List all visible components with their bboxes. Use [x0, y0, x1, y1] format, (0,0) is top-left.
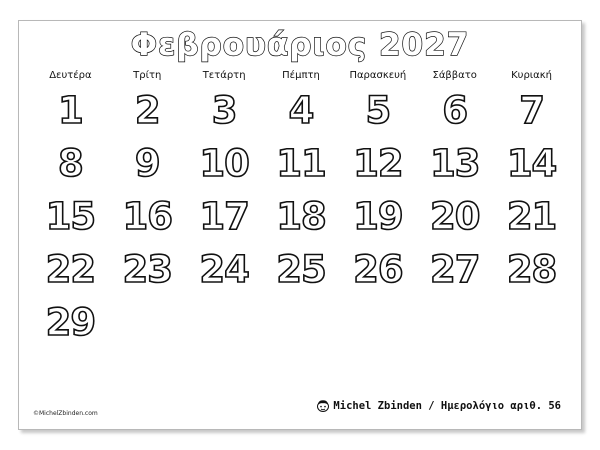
weekday-header: Παρασκευή [349, 70, 407, 81]
author-credit [316, 399, 561, 412]
day-cell: 21 [506, 195, 557, 238]
author-credit-text: Michel Zbinden / Ημερολόγιο αριθ. 56 [333, 399, 561, 412]
day-cell: 26 [353, 248, 403, 291]
calendar-grid [32, 69, 570, 350]
day-cell: 11 [276, 142, 326, 185]
weekday-header: Κυριακή [511, 70, 553, 81]
day-cell: 2 [134, 89, 160, 132]
weekday-header: Τρίτη [133, 70, 162, 81]
day-cell: 27 [429, 248, 480, 291]
day-cell: 8 [58, 142, 83, 185]
day-cell: 3 [211, 89, 237, 132]
day-cell: 1 [58, 89, 83, 132]
day-cell: 17 [199, 195, 249, 238]
calendar-title: Φεβρουάριος 2027 [130, 27, 470, 63]
day-cell: 7 [519, 89, 544, 132]
day-cell: 16 [122, 195, 173, 238]
day-cell: 12 [353, 142, 403, 185]
weekday-header: Σάββατο [432, 70, 477, 81]
day-cell: 15 [45, 195, 96, 238]
day-cell: 29 [45, 301, 96, 344]
day-cell: 4 [288, 89, 314, 132]
day-cell: 23 [122, 248, 173, 291]
website-credit: ©MichelZbinden.com [33, 410, 98, 417]
day-cell: 20 [429, 195, 480, 238]
weekday-header: Πέμπτη [282, 70, 320, 81]
calendar-page [18, 20, 582, 430]
day-cell: 13 [429, 142, 480, 185]
face-icon [316, 399, 330, 412]
day-cell: 9 [134, 142, 160, 185]
day-cell: 25 [276, 248, 326, 291]
day-cell: 18 [276, 195, 326, 238]
weekday-header: Δευτέρα [49, 70, 92, 81]
day-cell: 10 [199, 142, 249, 185]
day-cell: 24 [199, 248, 249, 291]
day-cell: 14 [506, 142, 557, 185]
weekday-header: Τετάρτη [202, 70, 246, 81]
day-cell: 28 [506, 248, 557, 291]
day-cell: 19 [353, 195, 403, 238]
day-cell: 5 [365, 89, 391, 132]
day-cell: 6 [442, 89, 468, 132]
day-cell: 22 [45, 248, 96, 291]
